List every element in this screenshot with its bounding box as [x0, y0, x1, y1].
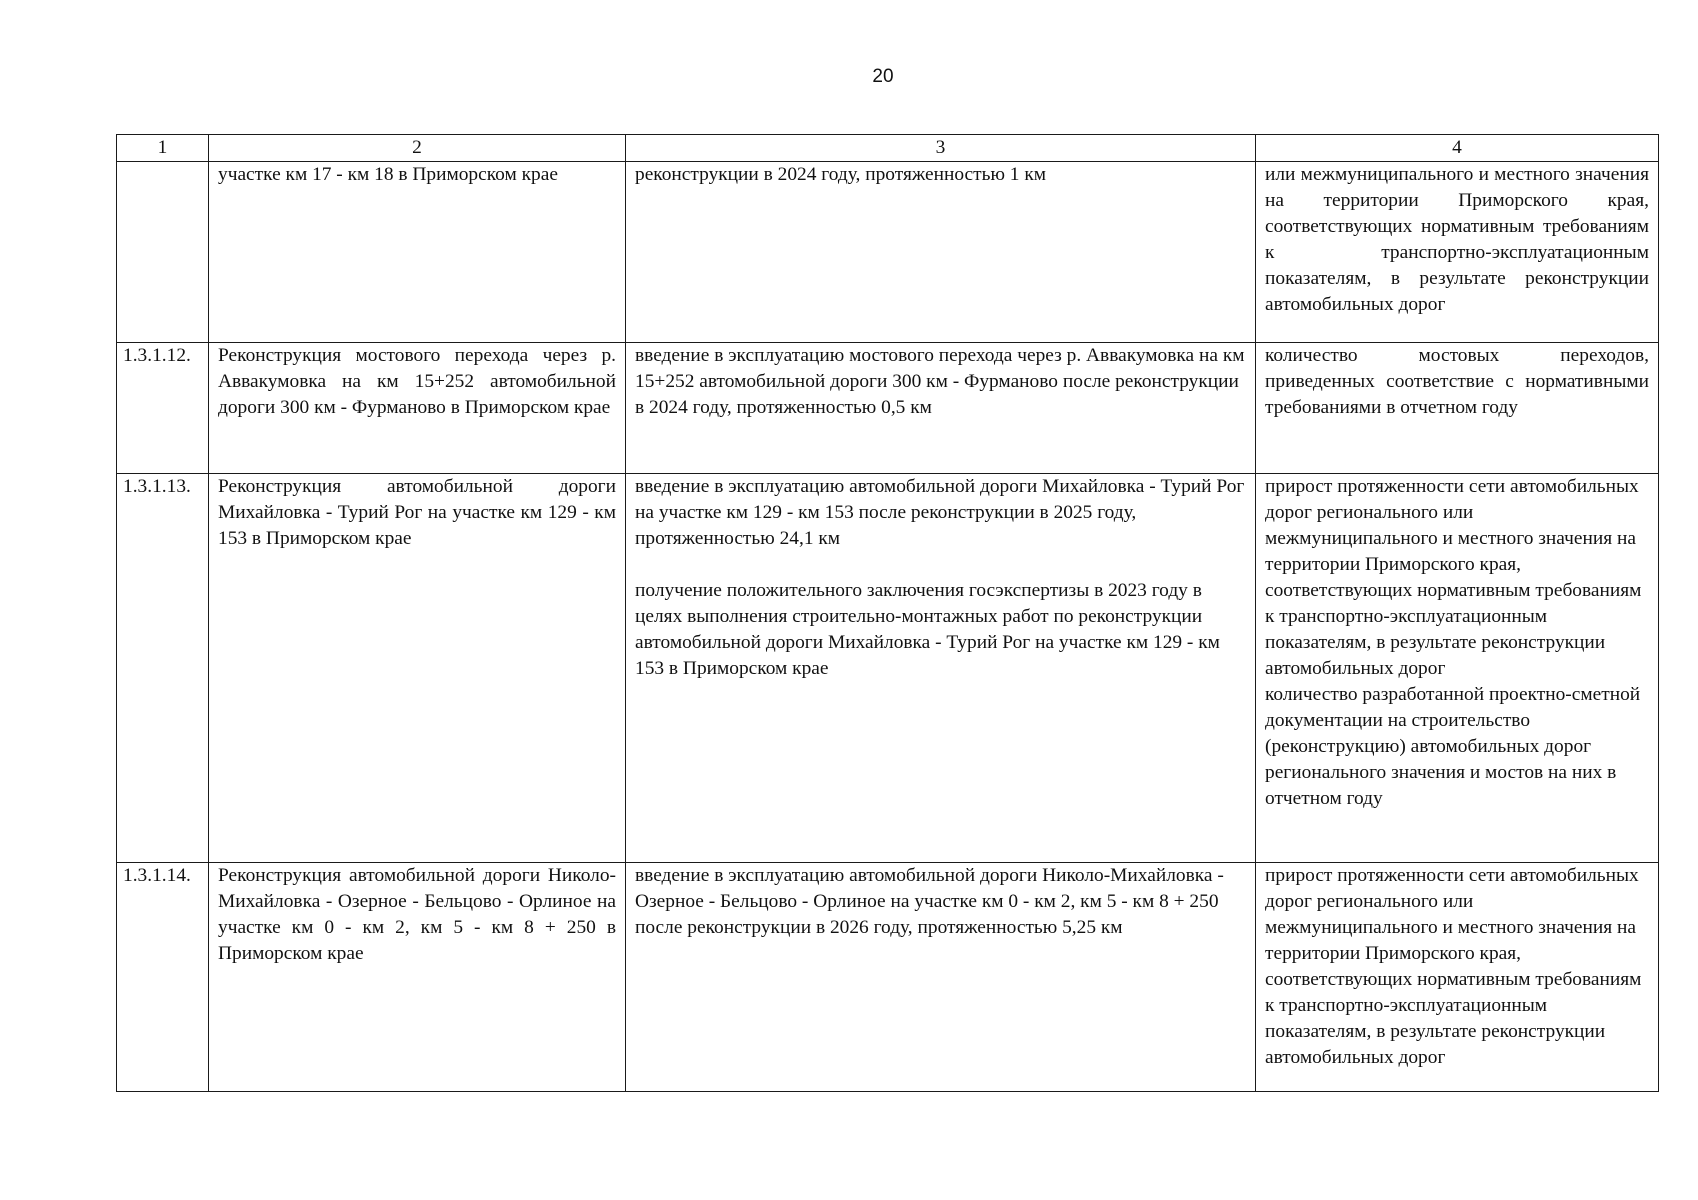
- column-header-4: 4: [1256, 135, 1659, 162]
- measure-result: [626, 162, 1256, 343]
- row-number: 1.3.1.14.: [117, 863, 209, 1092]
- measures-table: [116, 134, 1659, 1092]
- indicator-text: прирост протяженности сети автомобильных дорог регионального или межмуниципального и местного значения на территории Приморского края, соответствующих нормативным требованиям к транспортно-эксплуатационным показателям, в результате реконструкции автомобильных дорог: [1256, 863, 1659, 1092]
- result-text: получение положительного заключения госэкспертизы в 2023 году в целях выполнения строительно-монтажных работ по реконструкции автомобильной дороги Михайловка - Турий Рог на участке км 129 - км 153 в Приморском крае: [635, 580, 1220, 679]
- table-row: [117, 474, 1659, 863]
- column-header-3: 3: [626, 135, 1256, 162]
- measure-name: Реконструкция мостового перехода через р. Аввакумовка на км 15+252 автомобильной дороги 300 км - Фурманово в Приморском крае: [209, 343, 626, 474]
- table-row: [117, 162, 1659, 343]
- indicator-text: или межмуниципального и местного значения на территории Приморского края, соответствующих нормативным требованиям к транспортно-эксплуатационным показателям, в результате реконструкции автомобильных дорог: [1256, 162, 1659, 343]
- measure-name: участке км 17 - км 18 в Приморском крае: [209, 162, 626, 343]
- result-text: реконструкции в 2024 году, протяженностью 1 км: [635, 164, 1047, 185]
- row-number: [117, 162, 209, 343]
- measure-name: Реконструкция автомобильной дороги Михайловка - Турий Рог на участке км 129 - км 153 в Приморском крае: [209, 474, 626, 863]
- indicator-cell: [1256, 474, 1659, 863]
- measure-result: [626, 863, 1256, 1092]
- header-row: [117, 135, 1659, 162]
- table-row: [117, 343, 1659, 474]
- indicator-text: количество разработанной проектно-сметной документации на строительство (реконструкцию) автомобильных дорог регионального значения и мостов на них в отчетном году: [1265, 684, 1641, 809]
- page-number: 20: [872, 66, 894, 87]
- indicator-text: прирост протяженности сети автомобильных дорог регионального или межмуниципального и местного значения на территории Приморского края, соответствующих нормативным требованиям к транспортно-эксплуатационным показателям, в результате реконструкции автомобильных дорог: [1265, 476, 1642, 679]
- result-text: введение в эксплуатацию автомобильной дороги Николо-Михайловка - Озерное - Бельцово - Орлиное на участке км 0 - км 2, км 5 - км 8 + 250 после реконструкции в 2026 году, протяженностью 5,25 км: [635, 865, 1224, 938]
- column-header-2: 2: [209, 135, 626, 162]
- measure-result: [626, 343, 1256, 474]
- table-row: [117, 863, 1659, 1092]
- measure-name: Реконструкция автомобильной дороги Николо-Михайловка - Озерное - Бельцово - Орлиное на участке км 0 - км 2, км 5 - км 8 + 250 в Приморском крае: [209, 863, 626, 1092]
- indicator-text: количество мостовых переходов, приведенных соответствие с нормативными требованиями в отчетном году: [1256, 343, 1659, 474]
- row-number: 1.3.1.12.: [117, 343, 209, 474]
- result-text: введение в эксплуатацию мостового перехода через р. Аввакумовка на км 15+252 автомобильной дороги 300 км - Фурманово после реконструкции в 2024 году, протяженностью 0,5 км: [635, 345, 1245, 418]
- column-header-1: 1: [117, 135, 209, 162]
- row-number: 1.3.1.13.: [117, 474, 209, 863]
- result-text: введение в эксплуатацию автомобильной дороги Михайловка - Турий Рог на участке км 129 - км 153 после реконструкции в 2025 году, протяженностью 24,1 км: [635, 476, 1245, 549]
- measure-result: [626, 474, 1256, 863]
